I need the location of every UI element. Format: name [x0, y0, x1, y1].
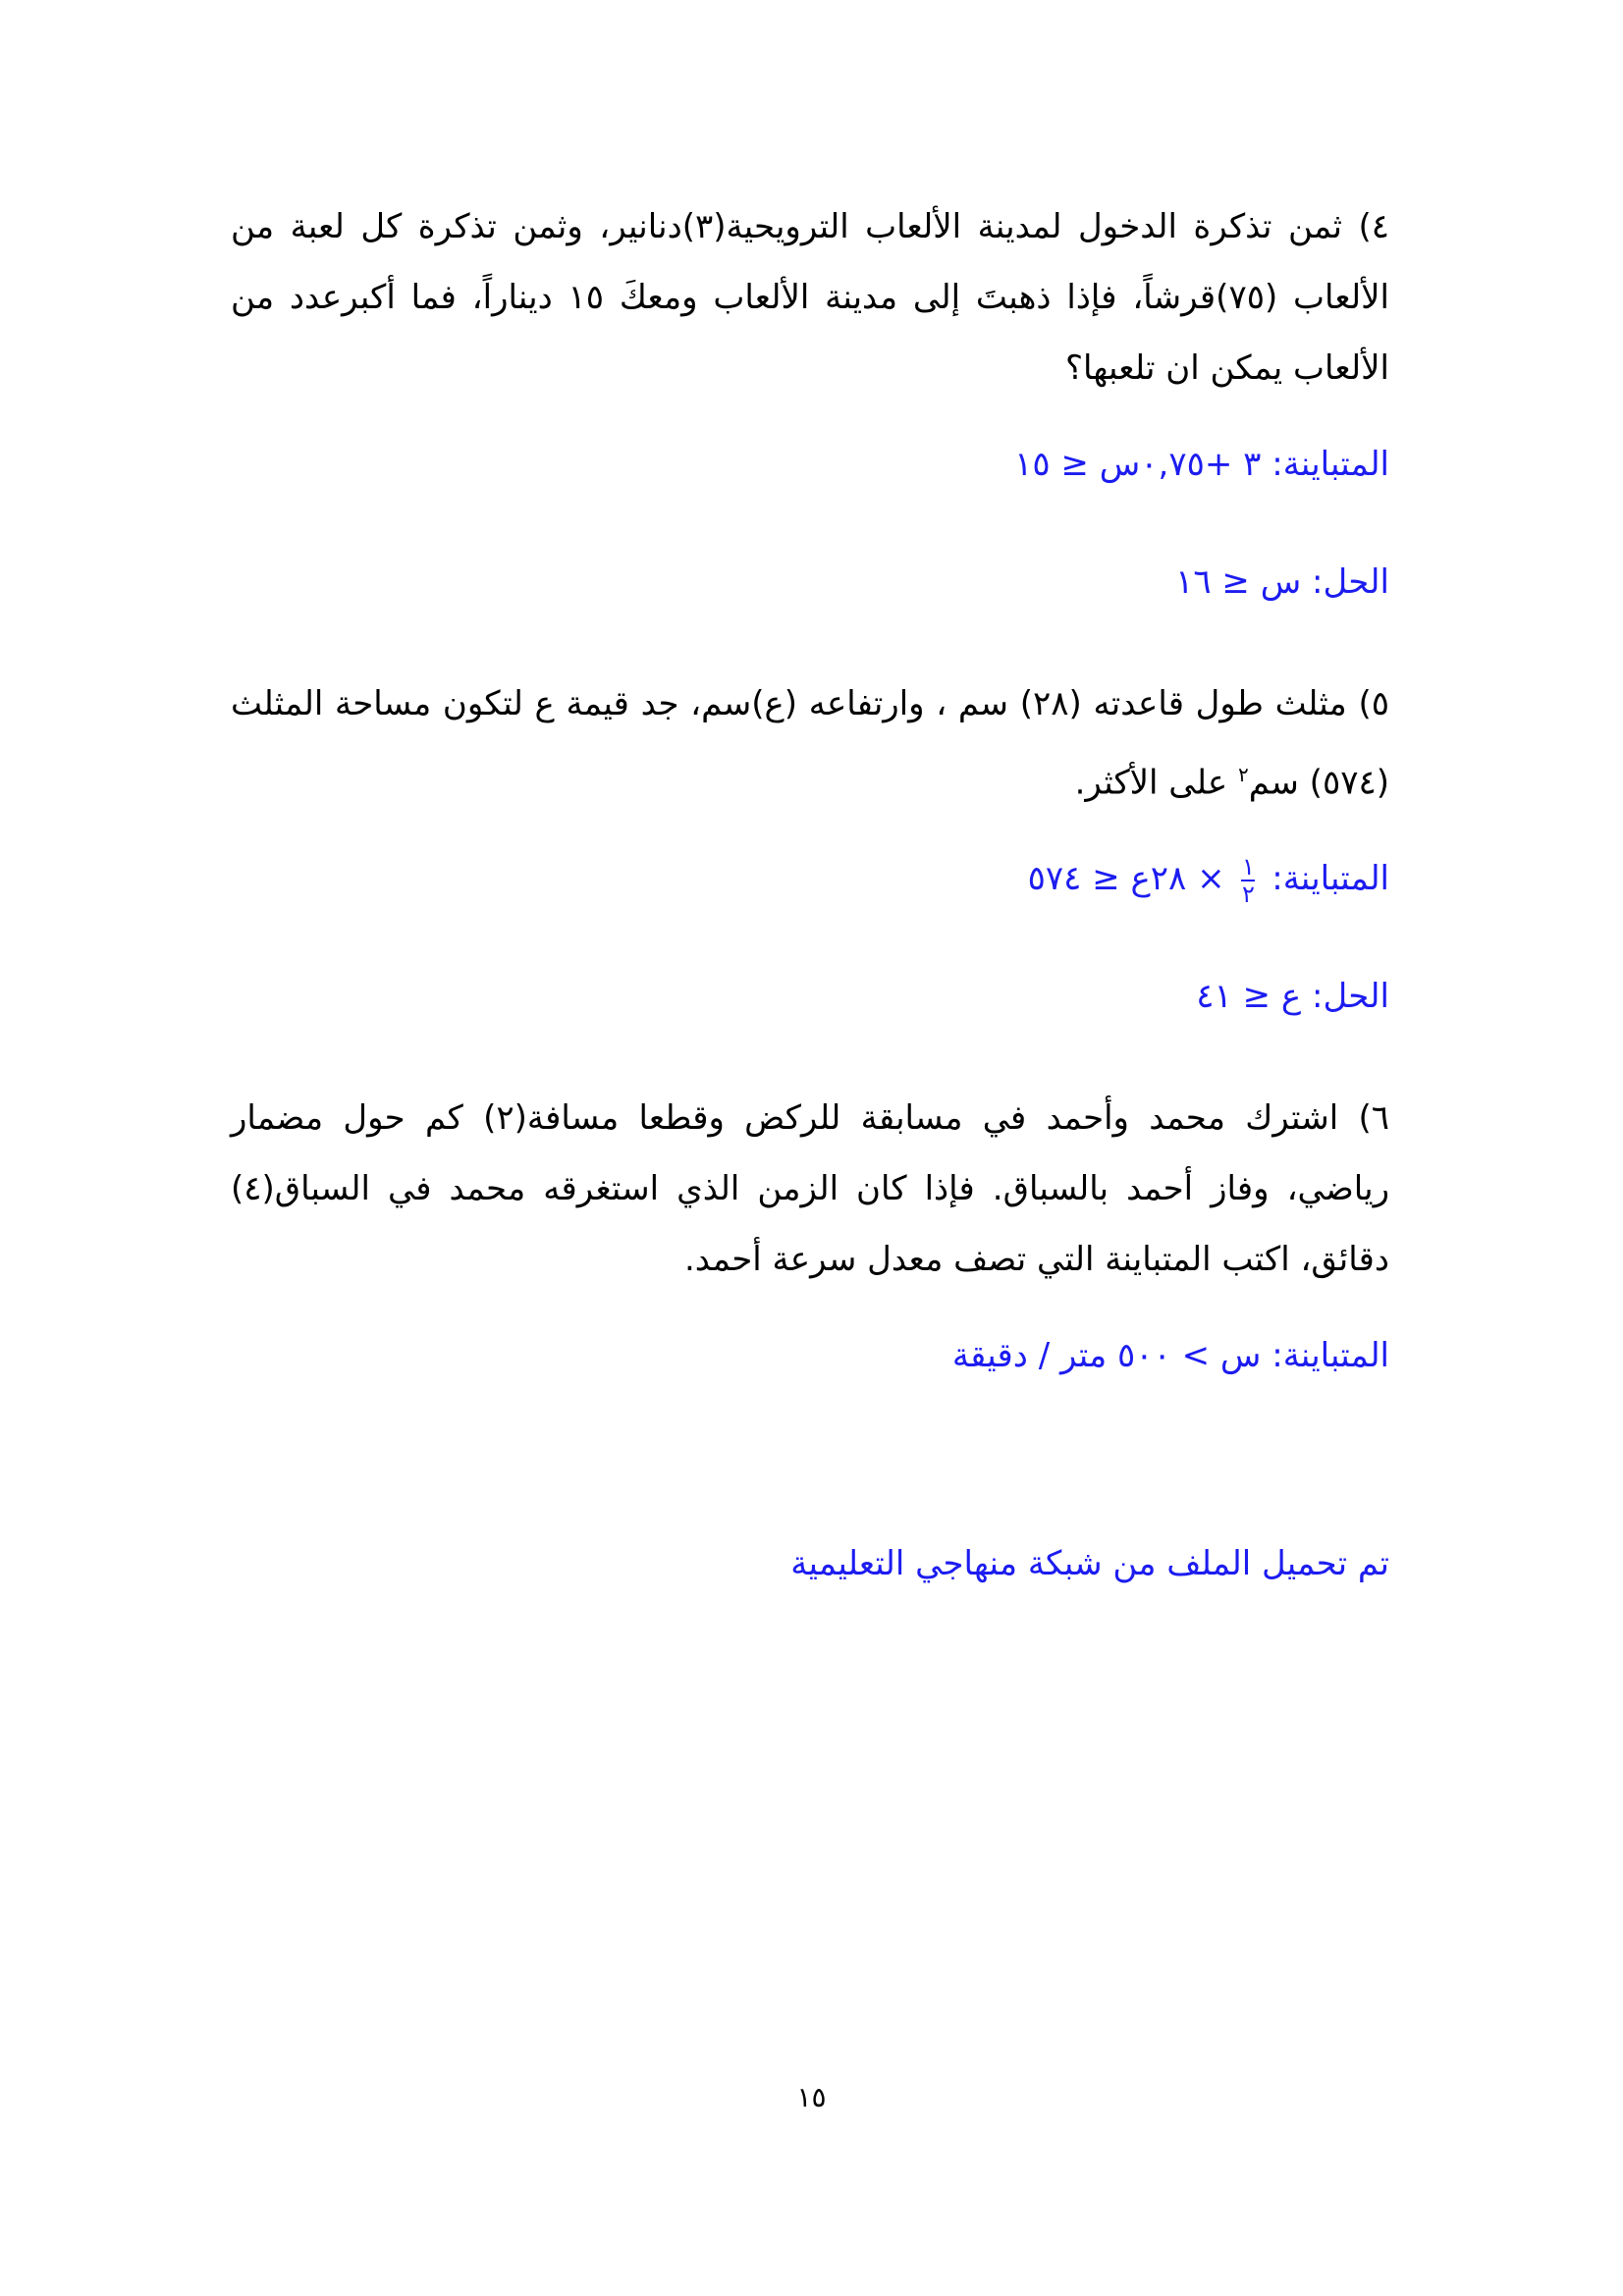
question-4-text: ٤) ثمن تذكرة الدخول لمدينة الألعاب الترويحية(٣)دنانير، وثمن تذكرة كل لعبة من الألعاب (٧٥)قرشاً، فإذا ذهبتَ إلى مدينة الألعاب ومعكَ ١٥ ديناراً، فما أكبرعدد من الألعاب يمكن ان تلعبها؟ [231, 207, 1389, 388]
fraction-numerator: ١ [1242, 852, 1255, 881]
inequality-expression: × ٢٨ع ≤ ٥٧٤ [1027, 859, 1225, 899]
page-number: ١٥ [796, 2081, 827, 2113]
inequality-expression: ٣ +٠,٧٥س ≤ ١٥ [1014, 445, 1262, 484]
inequality-label: المتباينة: [1271, 1336, 1389, 1376]
question-4-solution [231, 551, 1389, 614]
question-5-text-part2: على الأكثر. [1074, 763, 1238, 803]
superscript-two: ٢ [1237, 763, 1249, 786]
question-5-solution [231, 965, 1389, 1028]
solution-expression: ع ≤ ٤١ [1196, 977, 1302, 1017]
download-source-link[interactable]: تم تحميل الملف من شبكة منهاجي التعليمية [790, 1544, 1389, 1584]
question-6-inequality [231, 1324, 1389, 1387]
fraction-denominator: ٢ [1242, 880, 1255, 908]
inequality-label: المتباينة: [1271, 859, 1389, 899]
content-area [231, 191, 1389, 1595]
fraction-half [1241, 852, 1255, 908]
question-5-inequality [231, 847, 1389, 910]
question-4-inequality [231, 433, 1389, 496]
question-5-text [231, 668, 1389, 818]
inequality-expression: س > ٥٠٠ متر / دقيقة [951, 1336, 1262, 1376]
solution-expression: س ≤ ١٦ [1175, 562, 1302, 602]
question-6-text: ٦) اشترك محمد وأحمد في مسابقة للركض وقطعا مسافة(٢) كم حول مضمار رياضي، وفاز أحمد بالسباق. فإذا كان الزمن الذي استغرقه محمد في السباق(٤) دقائق، اكتب المتباينة التي تصف معدل سرعة أحمد. [231, 1098, 1389, 1280]
spacer [231, 1442, 1389, 1532]
solution-label: الحل: [1312, 562, 1389, 602]
question-5-text-part1: ٥) مثلث طول قاعدته (٢٨) سم ، وارتفاعه (ع)سم، جد قيمة ع لتكون مساحة المثلث (٥٧٤) سم [231, 684, 1389, 803]
solution-label: الحل: [1312, 977, 1389, 1017]
inequality-label: المتباينة: [1271, 445, 1389, 484]
